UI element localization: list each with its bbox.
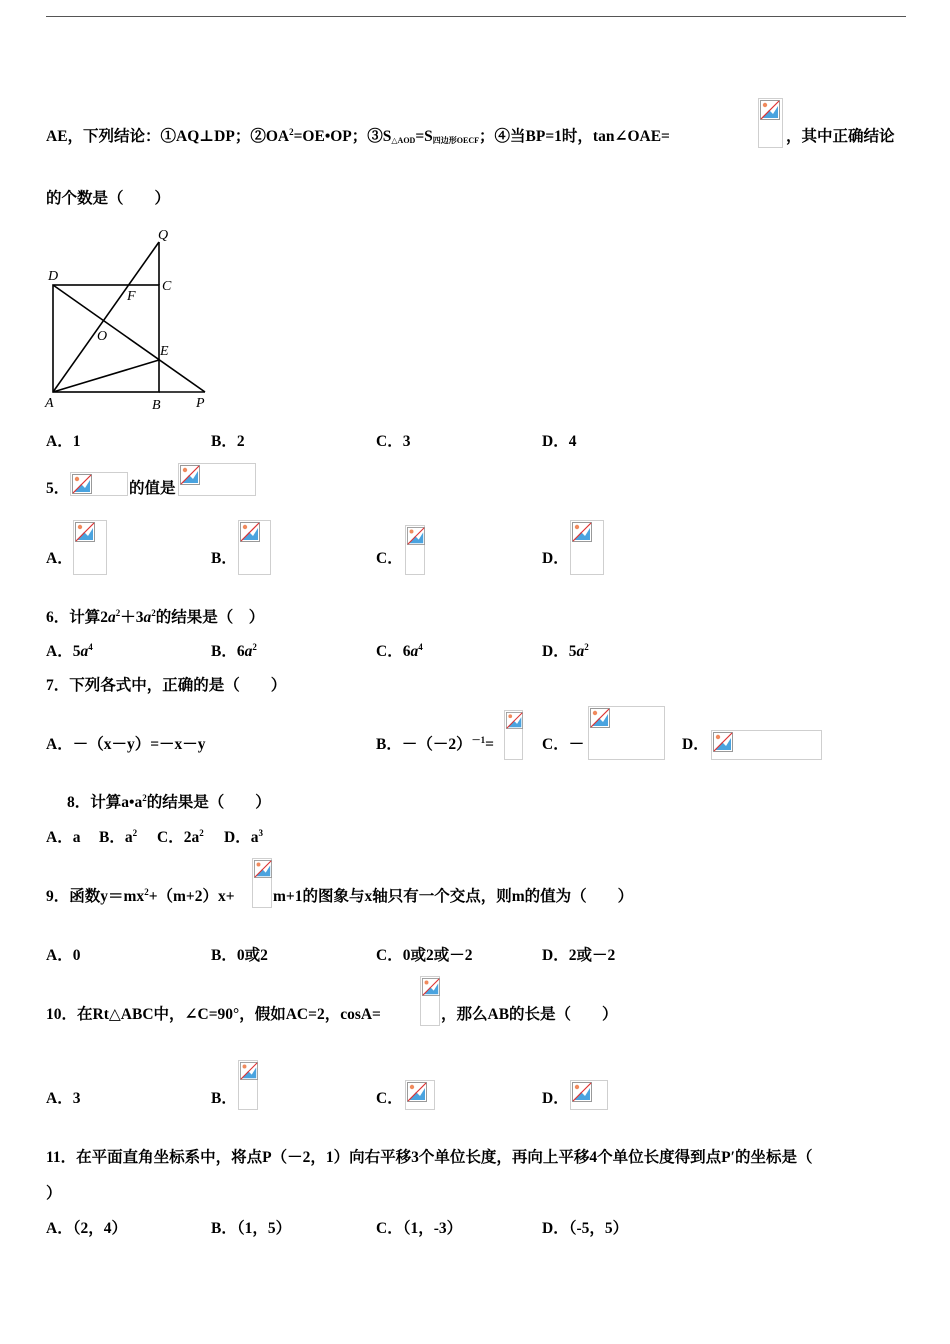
q6-option-b-var: a (244, 643, 253, 660)
broken-image-icon (504, 710, 523, 760)
q7-option-b-text: B．－（－2） (376, 736, 472, 753)
broken-image-icon (758, 98, 783, 148)
broken-image-icon (238, 520, 271, 575)
q4-text-e: S (382, 128, 392, 145)
q10-stem-right (441, 1005, 618, 1025)
q10-stem-b: Rt△ABC中，∠C=90°，假如 (92, 1006, 286, 1023)
q7-option-c[interactable]: C．－ (542, 736, 585, 753)
q6-option-b-text: B．6 (211, 643, 245, 660)
q10-option-c[interactable]: C． (376, 1090, 403, 1107)
q7-option-b-sup: －1 (471, 735, 486, 745)
q8-sup: 2 (142, 793, 147, 803)
label-e: E (160, 344, 169, 359)
q8-option-d-text: D．a (224, 829, 259, 846)
q6-stem-c: ＋3 (120, 609, 144, 626)
q9-stem-left (46, 887, 235, 907)
label-q: Q (158, 228, 169, 243)
q10-option-d[interactable]: D． (542, 1090, 569, 1107)
q8-stem-a: 8．计算 (67, 794, 122, 811)
q9-stem-a: 9．函数 (46, 888, 101, 905)
broken-image-icon (570, 1080, 608, 1110)
q8-option-b[interactable] (99, 828, 137, 848)
q4-text-f: =S (415, 128, 433, 145)
q6-sup2: 2 (151, 608, 156, 618)
q11-option-d[interactable]: D．（-5，5） (542, 1220, 629, 1237)
q5-stem-text: 的值是 (129, 480, 176, 497)
q9-stem-right (273, 887, 633, 907)
broken-image-icon (420, 976, 440, 1026)
q11-option-c[interactable]: C．（1，-3） (376, 1220, 463, 1237)
q11-stem-c: 3个单位长度，再向上平移 (411, 1149, 590, 1166)
q6-stem-b: 2 (100, 609, 109, 626)
q6-option-a-var: a (80, 643, 89, 660)
q6-option-d-text: D．5 (542, 643, 577, 660)
q6-sup1: 2 (115, 608, 121, 618)
q4-option-c[interactable]: C．3 (376, 433, 411, 450)
q6-option-d-var: a (576, 643, 585, 660)
broken-image-icon (238, 1060, 258, 1110)
q6-option-c-text: C．6 (376, 643, 411, 660)
q11-stem-e: P′的坐标是（ (721, 1149, 813, 1166)
q7-option-b[interactable] (376, 735, 494, 755)
q10-stem-c: AC=2，cosA= (285, 1006, 381, 1023)
q7-stem: 7．下列各式中，正确的是（ ） (46, 677, 287, 694)
q6-stem-d: 的结果是（ ） (155, 609, 265, 626)
q6-option-d-sup: 2 (584, 642, 589, 652)
q8-stem-b: a•a (121, 794, 143, 811)
q11-stem-b: P（－2，1）向右平移 (262, 1149, 412, 1166)
q9-option-c[interactable]: C．0或2或－2 (376, 947, 473, 964)
geometry-figure (40, 222, 220, 417)
q9-option-b[interactable]: B．0或2 (211, 947, 268, 964)
broken-image-icon (252, 858, 272, 908)
header-rule (46, 16, 906, 17)
q5-option-a[interactable]: A． (46, 550, 73, 567)
q8-option-d[interactable] (224, 828, 263, 848)
q6-var2: a (143, 609, 152, 626)
q8-option-b-sup: 2 (132, 828, 138, 838)
q4-conclusions-line (46, 127, 670, 147)
q11-stem-wrap: ） (46, 1185, 62, 1202)
q9-option-d[interactable]: D．2或－2 (542, 947, 616, 964)
q7-option-d[interactable]: D． (682, 736, 709, 753)
q10-stem-e: AB的长是（ ） (487, 1006, 618, 1023)
q4-sup: 2 (289, 127, 294, 137)
label-o: O (97, 329, 108, 344)
label-f: F (127, 289, 136, 304)
q6-stem-a: 6．计算 (46, 609, 101, 626)
q4-tail-text: ，其中正确结论 (786, 128, 895, 145)
q10-option-a[interactable]: A．3 (46, 1090, 81, 1107)
q4-text-g: ；④当 (479, 128, 526, 145)
q11-option-b[interactable]: B．（1，5） (211, 1220, 292, 1237)
label-d: D (48, 269, 59, 284)
q11-option-a[interactable]: A．（2，4） (46, 1220, 127, 1237)
broken-image-icon (405, 525, 425, 575)
q9-stem-d: m+1的图象与 (273, 888, 365, 905)
q8-option-c-sup: 2 (199, 828, 204, 838)
q8-option-c-text: C．2a (157, 829, 200, 846)
q4-option-d[interactable]: D．4 (542, 433, 577, 450)
q6-option-c-sup: 4 (418, 642, 423, 652)
q9-stem-b: y＝mx (100, 888, 145, 905)
q6-option-b-sup: 2 (252, 642, 257, 652)
q4-text-c: OA (265, 128, 290, 145)
q4-text-a: AE，下列结论：① (46, 128, 177, 145)
q11-stem-d: 4个单位长度得到点 (589, 1149, 722, 1166)
q4-sub2: 四边形OECF (432, 136, 480, 145)
q8-stem-c: 的结果是（ ） (146, 794, 271, 811)
q9-stem-f: m的值为（ ） (511, 888, 634, 905)
q4-text-h: BP=1时，tan∠OAE= (525, 128, 670, 145)
q6-option-c[interactable] (376, 642, 423, 662)
broken-image-icon (73, 520, 107, 575)
broken-image-icon (178, 463, 256, 496)
q9-sup: 2 (144, 887, 149, 897)
q6-option-a[interactable] (46, 642, 93, 662)
q11-stem (46, 1148, 812, 1168)
q5-option-d[interactable]: D． (542, 550, 569, 567)
q9-option-a[interactable]: A．0 (46, 947, 81, 964)
q8-stem (67, 793, 271, 813)
label-c: C (162, 279, 172, 294)
q8-option-a[interactable] (46, 828, 80, 848)
q6-var1: a (108, 609, 116, 626)
broken-image-icon (711, 730, 822, 760)
q10-stem-a: 10．在 (46, 1006, 93, 1023)
broken-image-icon (570, 520, 604, 575)
q5-option-c[interactable]: C． (376, 550, 403, 567)
q10-option-b[interactable]: B． (211, 1090, 237, 1107)
segment-ae (53, 360, 159, 392)
q7-option-b-eq: = (485, 736, 494, 753)
q6-option-c-var: a (410, 643, 419, 660)
q6-option-b[interactable] (211, 642, 257, 662)
q4-question-end: 的个数是（ ） (46, 190, 171, 207)
q4-option-a[interactable]: A．1 (46, 433, 81, 450)
q9-stem-c: +（m+2）x+ (148, 888, 235, 905)
label-b: B (152, 398, 161, 413)
q4-text-b: AQ⊥DP；② (176, 128, 266, 145)
q8-option-d-sup: 3 (258, 828, 263, 838)
label-p: P (196, 396, 205, 411)
q4-sub1: △AOD (391, 136, 416, 145)
broken-image-icon (588, 706, 665, 760)
q8-option-b-text: B．a (99, 829, 133, 846)
broken-image-icon (70, 472, 128, 496)
q7-option-a[interactable]: A．－（x－y）=－x－y (46, 736, 206, 753)
q5-number: 5． (46, 480, 70, 497)
q11-stem-a: 11．在平面直角坐标系中，将点 (46, 1149, 263, 1166)
broken-image-icon (405, 1080, 435, 1110)
q8-option-a-text: A．a (46, 829, 81, 846)
q5-option-b[interactable]: B． (211, 550, 237, 567)
q9-stem-e: x轴只有一个交点，则 (364, 888, 512, 905)
q6-option-a-text: A．5 (46, 643, 81, 660)
q6-stem (46, 608, 264, 628)
q4-option-b[interactable]: B．2 (211, 433, 245, 450)
q4-text-d: =OE•OP；③ (293, 128, 383, 145)
segment-aq (53, 242, 159, 392)
q10-stem-d: ，那么 (441, 1006, 488, 1023)
q10-stem-left (46, 1005, 381, 1025)
q6-option-a-sup: 4 (88, 642, 93, 652)
q6-option-d[interactable] (542, 642, 589, 662)
label-a: A (45, 396, 54, 411)
q8-option-c[interactable] (157, 828, 204, 848)
